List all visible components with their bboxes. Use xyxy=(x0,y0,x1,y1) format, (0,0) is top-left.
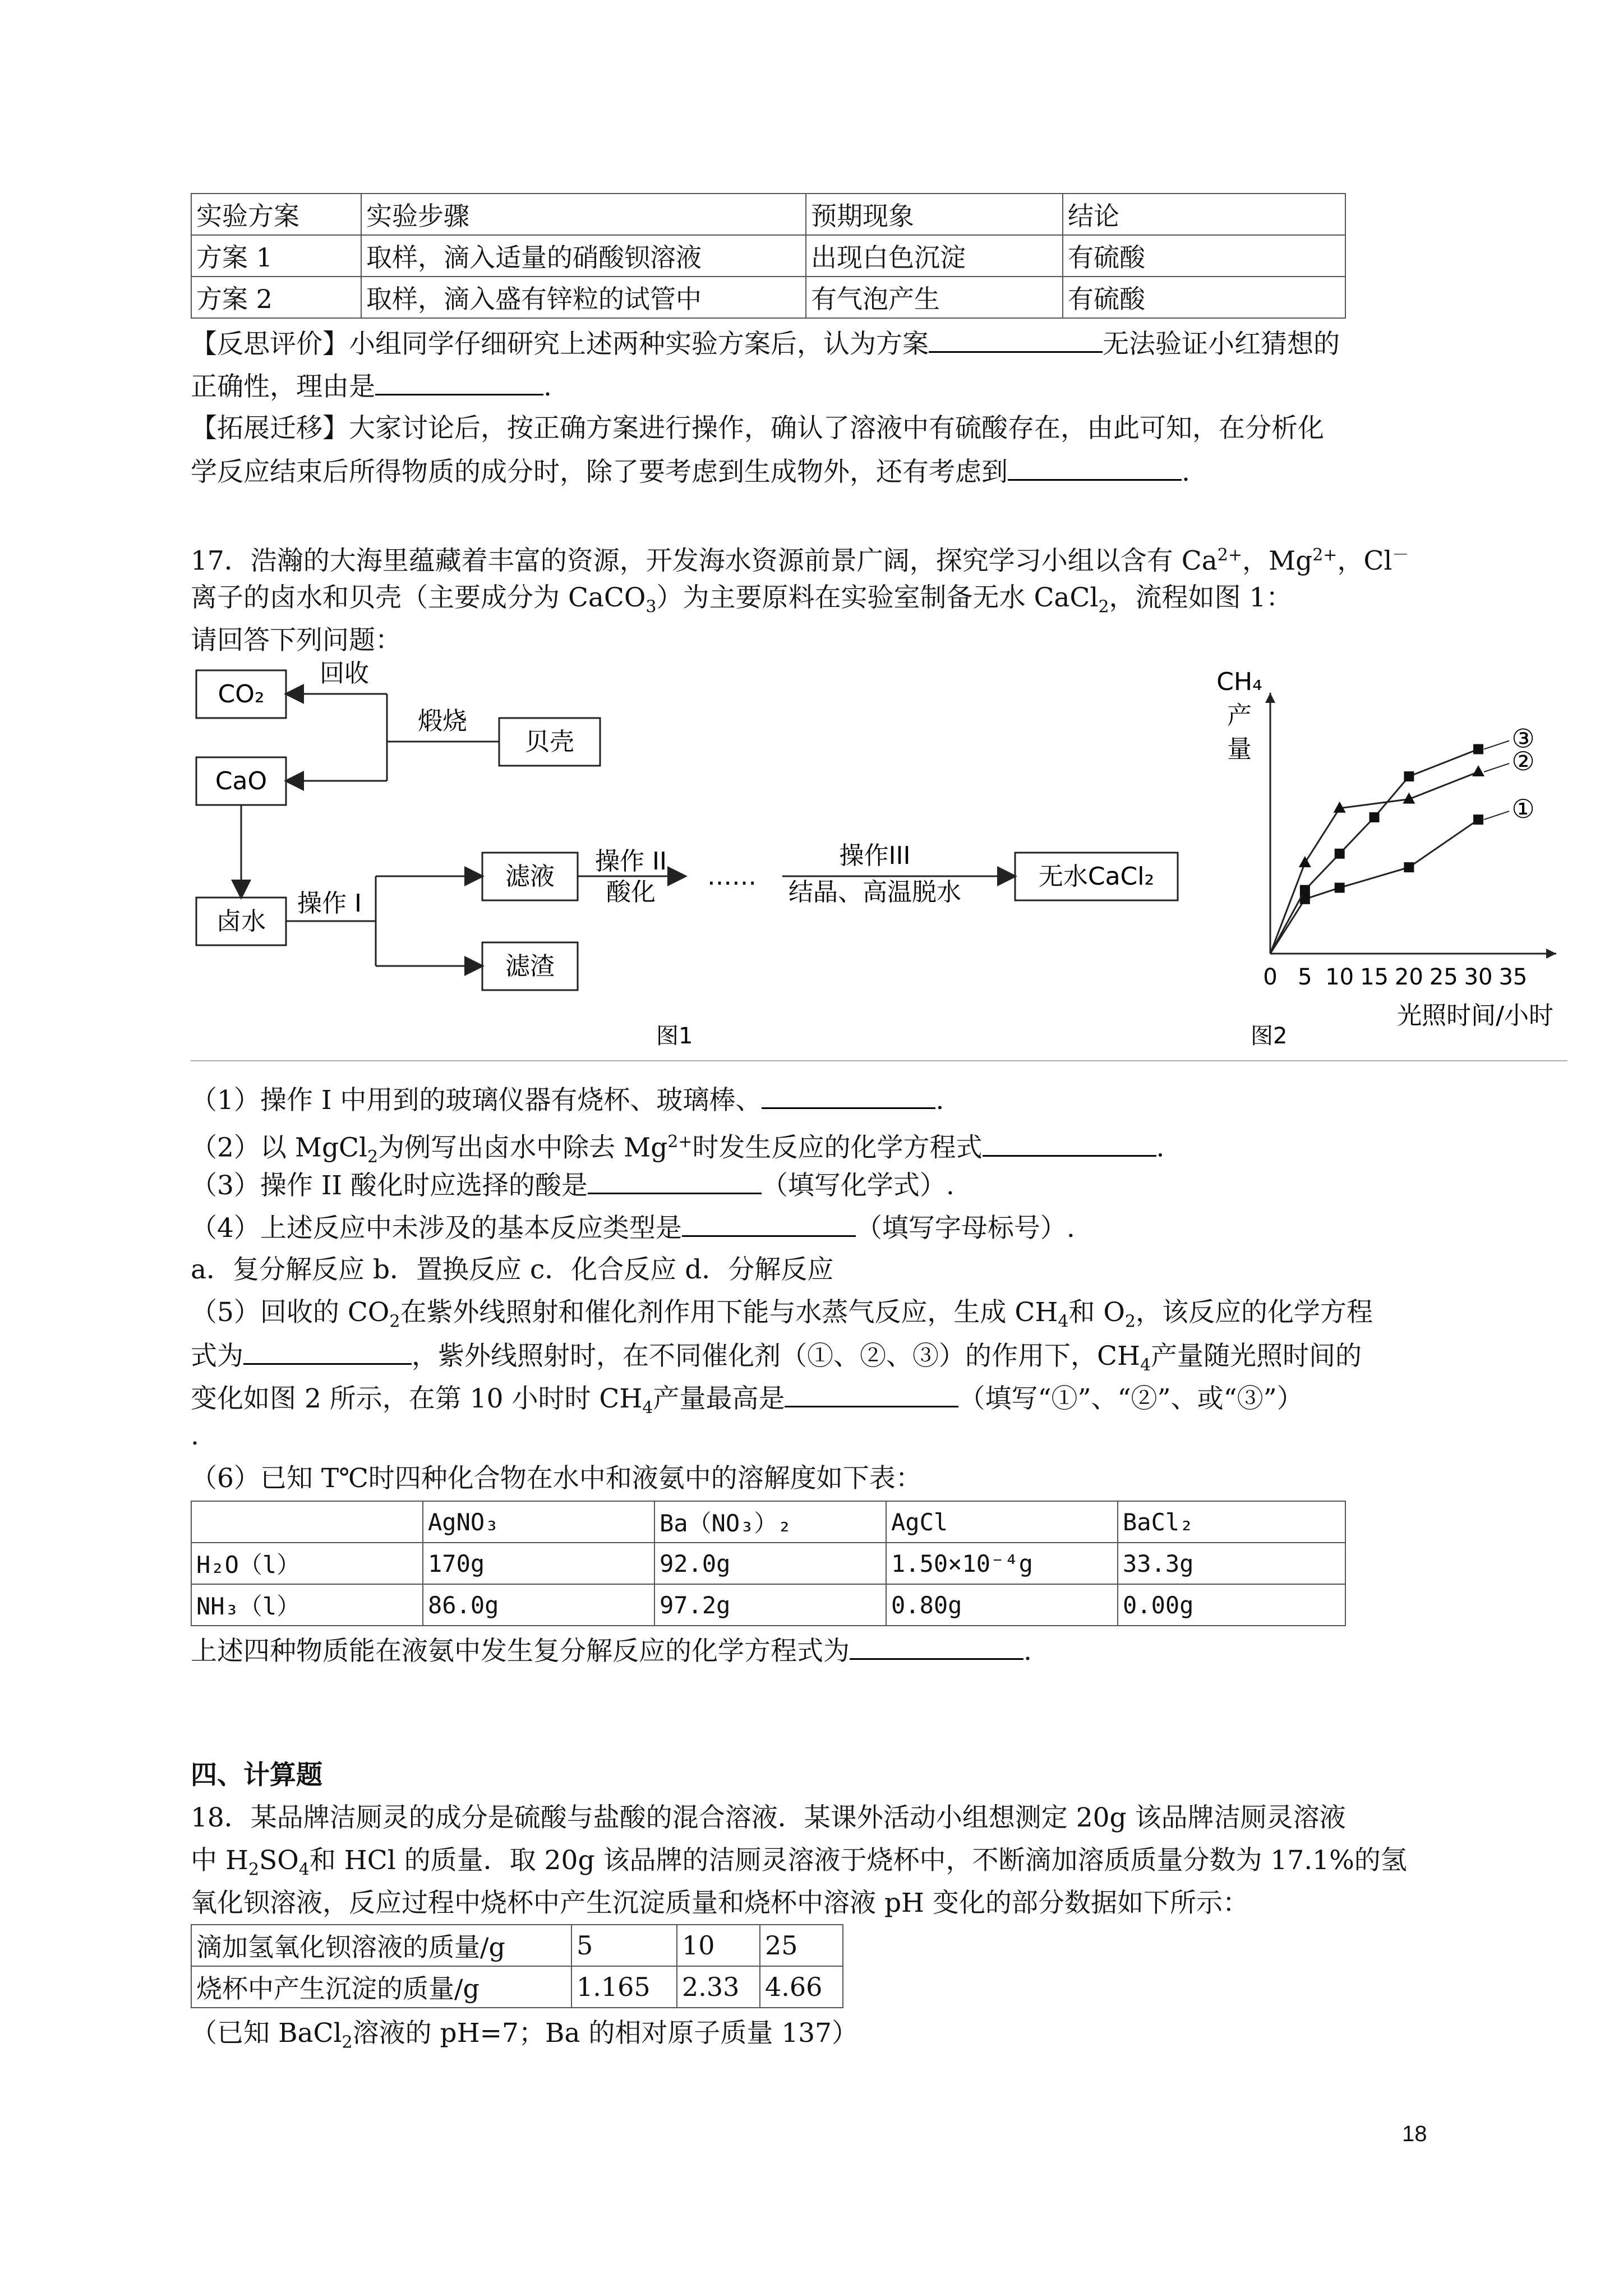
series-label: ① xyxy=(1511,794,1535,825)
table-row xyxy=(191,194,1345,235)
table-cell: 92.0g xyxy=(654,1543,886,1584)
table-cell: 25 xyxy=(760,1925,843,1966)
precipitate-data-table xyxy=(191,1924,843,2008)
q17-part-4: （4）上述反应中未涉及的基本反应类型是 （填写字母标号）. xyxy=(191,1211,1075,1245)
shell-box-label: 贝壳 xyxy=(525,728,574,756)
x-tick-label: 20 xyxy=(1394,964,1423,990)
table-cell: 1.165 xyxy=(571,1966,677,2008)
answer-blank[interactable] xyxy=(243,1338,412,1365)
table-cell: 0.80g xyxy=(886,1584,1118,1626)
y-axis-label: 量 xyxy=(1227,735,1252,763)
table-cell: 86.0g xyxy=(423,1584,654,1626)
x-tick-label: 30 xyxy=(1464,964,1493,990)
x-axis-label: 光照时间/小时 xyxy=(1397,1001,1553,1030)
table-cell: 方案 2 xyxy=(191,277,361,318)
ellipsis-label: …… xyxy=(707,862,757,891)
q18-line-2: 中 $H_2SO_4$和 HCl 的质量．取 20g 该品牌的洁厕灵溶液于烧杯中，不断滴加溶质质量分数为 17.1%的氢 xyxy=(191,1845,1407,1880)
reflection-line-1: 【反思评价】小组同学仔细研究上述两种实验方案后，认为方案 无法验证小红猜想的 xyxy=(191,326,1340,361)
extension-line-1: 【拓展迁移】大家讨论后，按正确方案进行操作，确认了溶液中有硫酸存在，由此可知，在分析化 xyxy=(191,413,1324,444)
figure-2-caption: 图2 xyxy=(1251,1023,1288,1049)
table-row xyxy=(191,1584,1345,1626)
q17-part-4-options: a．复分解反应 b．置换反应 c．化合反应 d．分解反应 xyxy=(191,1254,834,1285)
brine-box-label: 卤水 xyxy=(216,907,266,936)
reflection-line-2: 正确性，理由是 . xyxy=(191,369,552,404)
table-cell: 2.33 xyxy=(677,1966,760,2008)
q17-line-1: 17．浩瀚的大海里蕴藏着丰富的资源，开发海水资源前景广阔，探究学习小组以含有 $Ca^{2+}$，$Mg^{2+}$，Cl－ xyxy=(191,545,1409,577)
table-cell: 滴加氢氧化钡溶液的质量/g xyxy=(191,1925,571,1966)
table-cell: 有硫酸 xyxy=(1063,235,1345,277)
table-cell: 0.00g xyxy=(1118,1584,1345,1626)
table-row xyxy=(191,235,1345,277)
table-cell: 97.2g xyxy=(654,1584,886,1626)
table-row xyxy=(191,277,1345,318)
q17-line-3: 请回答下列问题： xyxy=(191,625,402,656)
table-cell: AgCl xyxy=(886,1501,1118,1543)
recycle-label: 回收 xyxy=(320,659,369,688)
data-point xyxy=(1404,862,1414,872)
q17-part-5-line-4: . xyxy=(191,1420,199,1451)
answer-blank[interactable] xyxy=(929,326,1103,353)
q17-part-5-line-3: 变化如图 2 所示，在第 10 小时时 $CH_4$产量最高是 （填写“①”、“②”、或“③”） xyxy=(191,1381,1303,1425)
table-cell: 33.3g xyxy=(1118,1543,1345,1584)
table-cell: 5 xyxy=(571,1925,677,1966)
q17-part-6-answer: 上述四种物质能在液氨中发生复分解反应的化学方程式为 . xyxy=(191,1634,1032,1668)
series-leader-line xyxy=(1484,811,1509,820)
data-point xyxy=(1404,771,1414,781)
calcine-label: 煅烧 xyxy=(418,707,467,735)
table-row xyxy=(191,1501,1345,1543)
series-label: ③ xyxy=(1511,723,1535,754)
answer-blank[interactable] xyxy=(588,1168,762,1194)
q17-part-5-line-1: （5）回收的 $CO_2$在紫外线照射和催化剂作用下能与水蒸气反应，生成 $CH_4$和 $O_2$，该反应的化学方程 xyxy=(191,1297,1373,1332)
data-point xyxy=(1472,765,1484,776)
table-cell: H₂O（l） xyxy=(191,1543,423,1584)
series-leader-line xyxy=(1484,763,1509,772)
figures-panel xyxy=(191,659,1567,1061)
answer-blank[interactable] xyxy=(850,1634,1023,1660)
table-row xyxy=(191,1543,1345,1584)
data-point xyxy=(1299,856,1311,867)
table-cell: Ba（NO₃）₂ xyxy=(654,1501,886,1543)
table-cell: AgNO₃ xyxy=(423,1501,654,1543)
experiment-plan-table xyxy=(191,193,1346,319)
answer-blank[interactable] xyxy=(375,369,543,395)
table-row xyxy=(191,1966,843,2008)
x-tick-label: 0 xyxy=(1263,964,1278,990)
flowchart-figure-1 xyxy=(191,659,1200,1060)
x-tick-label: 10 xyxy=(1325,964,1354,990)
operation-2-label: 操作 II xyxy=(595,847,667,876)
table-cell: 烧杯中产生沉淀的质量/g xyxy=(191,1966,571,2008)
series-line xyxy=(1270,749,1478,954)
series-label: ② xyxy=(1511,746,1535,776)
q18-note: （已知 BaCl$_2$溶液的 pH=7；Ba 的相对原子质量 137） xyxy=(191,2018,859,2053)
figure-1-caption: 图1 xyxy=(656,1023,693,1049)
residue-box-label: 滤渣 xyxy=(505,952,555,981)
solubility-table xyxy=(191,1501,1346,1626)
q18-line-1: 18．某品牌洁厕灵的成分是硫酸与盐酸的混合溶液．某课外活动小组想测定 20g 该品牌洁厕灵溶液 xyxy=(191,1802,1346,1833)
series-leader-line xyxy=(1484,741,1509,749)
co2-box-label: CO₂ xyxy=(218,680,265,708)
table-cell: 10 xyxy=(677,1925,760,1966)
filtrate-box-label: 滤液 xyxy=(505,862,555,891)
table-cell: 1.50×10⁻⁴g xyxy=(886,1543,1118,1584)
table-cell: BaCl₂ xyxy=(1118,1501,1345,1543)
operation-1-label: 操作 I xyxy=(297,889,362,918)
table-cell: NH₃（l） xyxy=(191,1584,423,1626)
x-tick-label: 35 xyxy=(1498,964,1528,990)
x-tick-label: 25 xyxy=(1429,964,1458,990)
table-cell xyxy=(191,1501,423,1543)
acidify-label: 酸化 xyxy=(606,878,656,907)
crystallize-label: 结晶、高温脱水 xyxy=(789,878,961,907)
x-axis-arrow xyxy=(1546,949,1556,959)
data-point xyxy=(1370,812,1380,822)
product-box-label: 无水CaCl₂ xyxy=(1038,862,1155,891)
page-number: 18 xyxy=(1402,2122,1427,2146)
table-cell: 取样，滴入盛有锌粒的试管中 xyxy=(361,277,806,318)
table-cell: 有气泡产生 xyxy=(806,277,1063,318)
data-point xyxy=(1335,883,1345,893)
ch4-yield-chart xyxy=(1200,659,1567,1060)
x-tick-label: 15 xyxy=(1360,964,1389,990)
table-cell: 方案 1 xyxy=(191,235,361,277)
table-cell: 4.66 xyxy=(760,1966,843,2008)
q17-part-3: （3）操作 II 酸化时应选择的酸是 （填写化学式）. xyxy=(191,1168,955,1203)
extension-line-2: 学反应结束后所得物质的成分时，除了要考虑到生成物外，还有考虑到 . xyxy=(191,454,1190,489)
table-cell: 取样，滴入适量的硝酸钡溶液 xyxy=(361,235,806,277)
q17-line-2: 离子的卤水和贝壳（主要成分为 CaCO$_3$）为主要原料在实验室制备无水 CaCl$_2$，流程如图 1： xyxy=(191,582,1293,617)
table-cell: 170g xyxy=(423,1543,654,1584)
answer-blank[interactable] xyxy=(762,1083,935,1109)
table-row xyxy=(191,1925,843,1966)
answer-blank[interactable] xyxy=(1008,454,1182,481)
q17-part-6: （6）已知 T℃时四种化合物在水中和液氨中的溶解度如下表： xyxy=(191,1463,922,1494)
table-cell: 结论 xyxy=(1063,194,1345,235)
data-point xyxy=(1300,885,1310,895)
q17-part-5-line-2: 式为 ，紫外线照射时，在不同催化剂（①、②、③）的作用下，$CH_4$产量随光照时间的 xyxy=(191,1338,1362,1382)
data-point xyxy=(1473,815,1483,825)
data-point xyxy=(1335,849,1345,859)
data-point xyxy=(1473,744,1483,754)
table-cell: 出现白色沉淀 xyxy=(806,235,1063,277)
table-cell: 实验步骤 xyxy=(361,194,806,235)
table-cell: 有硫酸 xyxy=(1063,277,1345,318)
y-axis-label: CH₄ xyxy=(1216,668,1262,696)
y-axis-arrow xyxy=(1265,693,1275,703)
answer-blank[interactable] xyxy=(785,1381,958,1407)
q17-part-2: （2）以 MgCl$_2$为例写出卤水中除去 $Mg^{2+}$时发生反应的化学方程式 . xyxy=(191,1125,1164,1174)
y-axis-label: 产 xyxy=(1227,701,1252,730)
answer-blank[interactable] xyxy=(682,1211,856,1237)
operation-3-label: 操作III xyxy=(839,841,911,870)
answer-blank[interactable] xyxy=(983,1130,1156,1157)
x-tick-label: 5 xyxy=(1298,964,1312,990)
table-cell: 预期现象 xyxy=(806,194,1063,235)
section-heading: 四、计算题 xyxy=(191,1760,322,1791)
table-cell: 实验方案 xyxy=(191,194,361,235)
q17-part-1: （1）操作 I 中用到的玻璃仪器有烧杯、玻璃棒、 . xyxy=(191,1083,944,1117)
cao-box-label: CaO xyxy=(215,767,268,795)
q18-line-3: 氧化钡溶液，反应过程中烧杯中产生沉淀质量和烧杯中溶液 pH 变化的部分数据如下所示： xyxy=(191,1888,1249,1918)
